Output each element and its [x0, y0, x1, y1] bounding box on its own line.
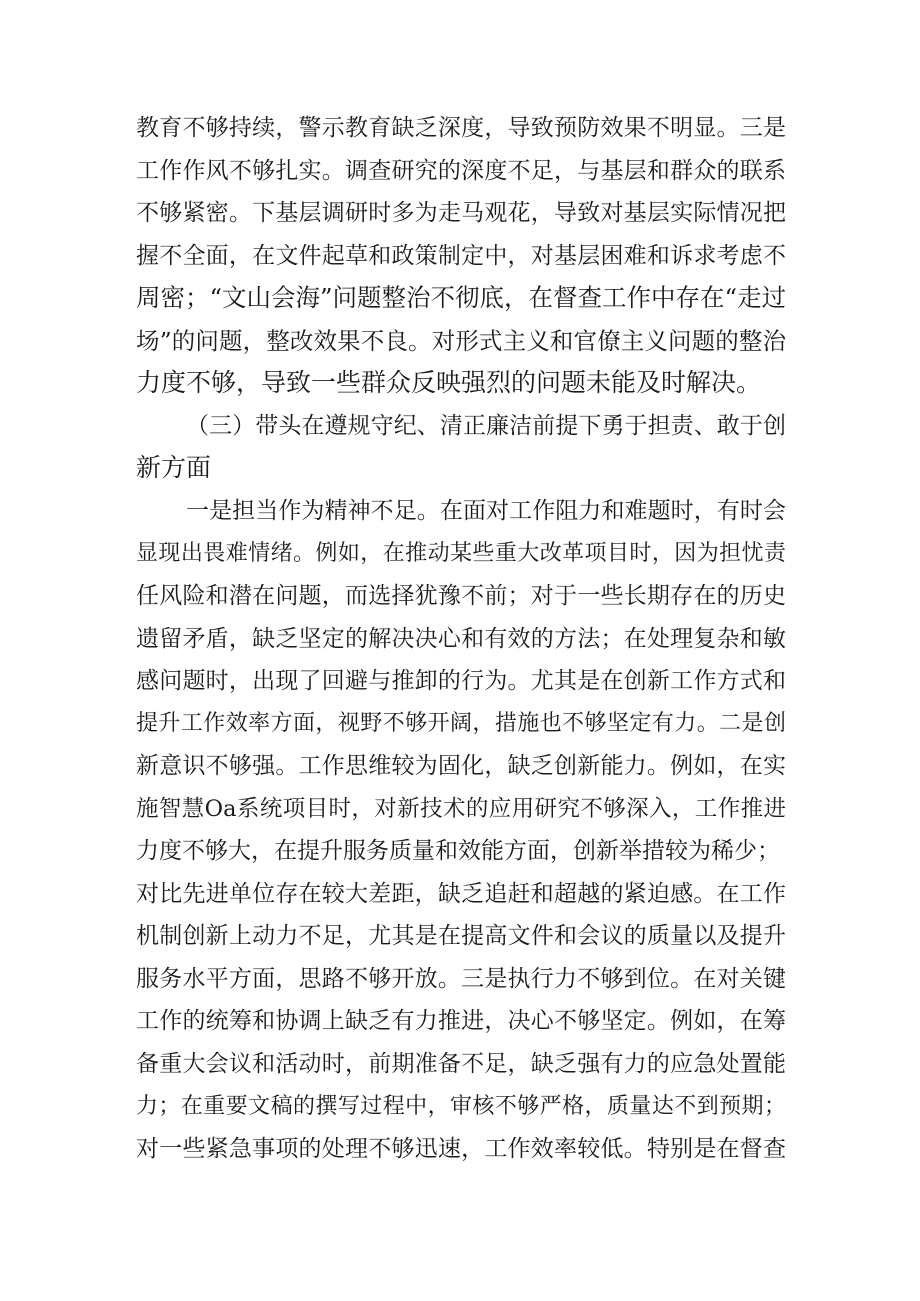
paragraph-line: 显现出畏难情绪。例如，在推动某些重大改革项目时，因为担忧责: [136, 541, 786, 566]
section-heading-continuation: 新方面: [136, 453, 212, 482]
paragraph-line: 对一些紧急事项的处理不够迅速，工作效率较低。特别是在督查: [136, 1136, 786, 1162]
paragraph-line: 服务水平方面，思路不够开放。三是执行力不够到位。在对关键: [136, 966, 786, 992]
paragraph-line: 感问题时，出现了回避与推卸的行为。尤其是在创新工作方式和: [136, 668, 786, 694]
paragraph-line: 遗留矛盾，缺乏坚定的解决决心和有效的方法；在处理复杂和敏: [136, 626, 786, 652]
paragraph-line: 不够紧密。下基层调研时多为走马观花，导致对基层实际情况把: [136, 200, 786, 226]
paragraph-line: 教育不够持续，警示教育缺乏深度，导致预防效果不明显。三是: [136, 115, 786, 141]
paragraph-line: 握不全面，在文件起草和政策制定中，对基层困难和诉求考虑不: [136, 243, 786, 269]
section-heading: （三）带头在遵规守纪、清正廉洁前提下勇于担责、敢于创: [186, 413, 786, 439]
paragraph-line: 工作作风不够扎实。调查研究的深度不足，与基层和群众的联系: [136, 158, 786, 184]
paragraph-line: 对比先进单位存在较大差距，缺乏追赶和超越的紧迫感。在工作: [136, 881, 786, 907]
paragraph-line: 机制创新上动力不足，尤其是在提高文件和会议的质量以及提升: [136, 923, 786, 949]
paragraph-line: 施智慧Oa系统项目时，对新技术的应用研究不够深入，工作推进: [136, 796, 786, 822]
paragraph-line: 提升工作效率方面，视野不够开阔，措施也不够坚定有力。二是创: [136, 711, 786, 736]
paragraph-line: 新意识不够强。工作思维较为固化，缺乏创新能力。例如，在实: [136, 753, 786, 779]
paragraph-line: 工作的统筹和协调上缺乏有力推进，决心不够坚定。例如，在筹: [136, 1008, 786, 1034]
paragraph-line: 力度不够，导致一些群众反映强烈的问题未能及时解决。: [136, 368, 762, 397]
paragraph-line: 力；在重要文稿的撰写过程中，审核不够严格，质量达不到预期；: [136, 1094, 786, 1119]
paragraph-line: 任风险和潜在问题，而选择犹豫不前；对于一些长期存在的历史: [136, 583, 786, 609]
paragraph-line: 力度不够大，在提升服务质量和效能方面，创新举措较为稀少；: [136, 838, 780, 864]
paragraph-line: 备重大会议和活动时，前期准备不足，缺乏强有力的应急处置能: [136, 1051, 786, 1077]
paragraph-line: 一是担当作为精神不足。在面对工作阻力和难题时，有时会: [186, 498, 786, 524]
paragraph-line: 场”的问题，整改效果不良。对形式主义和官僚主义问题的整治: [136, 327, 786, 355]
paragraph-line: 周密；“文山会海”问题整治不彻底，在督查工作中存在“走过: [136, 283, 787, 312]
